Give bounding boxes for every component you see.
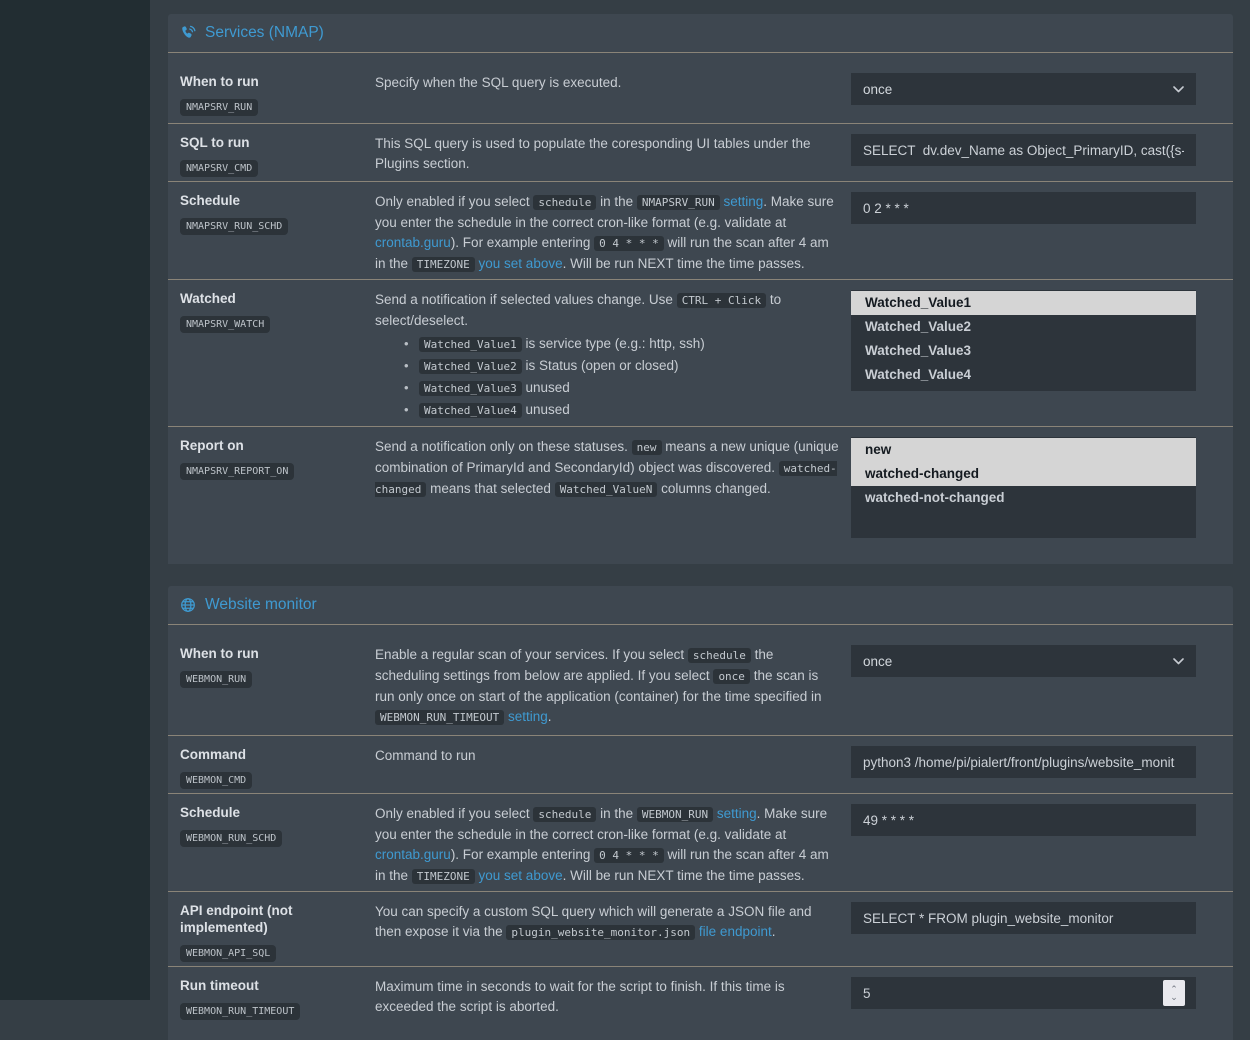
number-spinner[interactable] [1163, 980, 1185, 1006]
file-endpoint-link[interactable]: file endpoint [698, 924, 772, 939]
inline-code: NMAPSRV_RUN [637, 195, 720, 210]
desc-text: in the [596, 806, 637, 821]
sidebar [0, 0, 150, 1000]
setting-link[interactable]: setting [723, 194, 764, 209]
globe-icon [180, 597, 196, 613]
setting-row-NMAPSRV_CMD [168, 123, 1233, 181]
desc-text: in the [596, 194, 637, 209]
inline-code: schedule [533, 195, 596, 210]
setting-label: API endpoint (not implemented) [180, 903, 293, 935]
setting-description [375, 977, 851, 1017]
setting-link[interactable]: setting [716, 806, 757, 821]
setting-row-WEBMON_RUN [168, 635, 1233, 735]
nmapsrv-run-select[interactable] [851, 73, 1196, 105]
desc-text: . [771, 924, 776, 939]
setting-row-NMAPSRV_REPORT_ON [168, 426, 1233, 560]
chevron-down-icon [1173, 86, 1184, 93]
section-body [168, 625, 1233, 1036]
setting-description [375, 804, 851, 887]
setting-code-badge: WEBMON_CMD [180, 772, 252, 789]
setting-label-column [180, 902, 375, 962]
setting-control [851, 645, 1196, 677]
you-set-above-link[interactable]: you set above [478, 868, 563, 883]
section-title: Services (NMAP) [205, 24, 324, 41]
setting-label: Schedule [180, 193, 241, 208]
setting-code-badge: NMAPSRV_REPORT_ON [180, 463, 294, 480]
desc-text: is Status (open or closed) [521, 358, 679, 373]
setting-control [851, 902, 1196, 934]
phone-signal-icon [180, 25, 196, 41]
inline-code: new [632, 440, 662, 455]
inline-code: WEBMON_RUN [637, 807, 713, 822]
setting-control [851, 804, 1196, 836]
desc-text: to select/deselect. [375, 292, 782, 328]
settings-sections [168, 14, 1233, 1040]
desc-text: ). For example entering [450, 847, 595, 862]
setting-control [851, 73, 1196, 105]
desc-text: columns changed. [657, 481, 771, 496]
inline-code: schedule [533, 807, 596, 822]
setting-label-column [180, 290, 375, 333]
inline-code: Watched_Value2 [419, 359, 522, 374]
listbox-option[interactable]: Watched_Value3 [865, 343, 972, 358]
desc-text: Specify when the SQL query is executed. [375, 75, 622, 90]
setting-description [375, 437, 851, 500]
desc-text: . Will be run NEXT time the time passes. [562, 256, 805, 271]
setting-row-WEBMON_API_SQL [168, 891, 1233, 966]
setting-code-badge: WEBMON_RUN_TIMEOUT [180, 1003, 300, 1020]
setting-control [851, 977, 1196, 1009]
setting-code-badge: WEBMON_API_SQL [180, 945, 276, 962]
crontab-guru-link[interactable]: crontab.guru [375, 235, 451, 250]
setting-description [375, 290, 851, 421]
desc-text: unused [521, 380, 570, 395]
setting-label-column [180, 804, 375, 847]
setting-label: Run timeout [180, 978, 259, 993]
setting-description [375, 746, 851, 766]
setting-code-badge: NMAPSRV_RUN_SCHD [180, 218, 288, 235]
desc-text: Send a notification only on these statuses. [375, 439, 632, 454]
desc-text: Send a notification if selected values change. Use [375, 292, 677, 307]
desc-text: . Make sure you enter the schedule in the correct cron-like format (e.g. validate at [375, 806, 828, 842]
inline-code: watched-changed [375, 462, 837, 496]
section-title: Website monitor [205, 596, 317, 613]
inline-code: WEBMON_RUN_TIMEOUT [375, 710, 504, 725]
setting-label-column [180, 437, 375, 480]
setting-row-WEBMON_CMD [168, 735, 1233, 793]
you-set-above-link[interactable]: you set above [478, 256, 563, 271]
webmon-api-sql-input[interactable] [851, 902, 1196, 934]
inline-code: 0 4 * * * [594, 848, 664, 863]
setting-description [375, 192, 851, 275]
setting-control [851, 134, 1196, 166]
setting-code-badge: NMAPSRV_CMD [180, 160, 258, 177]
webmon-run-schd-input[interactable] [851, 804, 1196, 836]
section-header [168, 586, 1233, 625]
setting-link[interactable]: setting [507, 709, 548, 724]
desc-bullet-list [375, 333, 840, 421]
desc-text: means a new unique (unique combination of PrimaryId and SecondaryId) object was discovered. [375, 439, 839, 475]
inline-code: Watched_Value4 [419, 403, 522, 418]
desc-text: This SQL query is used to populate the coresponding UI tables under the Plugins section. [375, 136, 811, 171]
setting-label-column [180, 746, 375, 789]
setting-description [375, 902, 851, 943]
inline-code: 0 4 * * * [594, 236, 664, 251]
webmon-run-select[interactable] [851, 645, 1196, 677]
listbox-option[interactable]: new [851, 438, 1196, 462]
listbox-option[interactable]: Watched_Value1 [851, 291, 1196, 315]
setting-row-WEBMON_RUN_TIMEOUT [168, 966, 1233, 1036]
setting-code-badge: NMAPSRV_RUN [180, 99, 258, 116]
spinner-down-icon[interactable]: ⌄ [1170, 992, 1178, 1002]
inline-code: Watched_Value1 [419, 337, 522, 352]
nmapsrv-run-schd-input[interactable] [851, 192, 1196, 224]
desc-text: the scheduling settings from below are applied. If you select [375, 647, 774, 683]
inline-code: once [713, 669, 750, 684]
webmon-run-timeout-input[interactable] [851, 977, 1196, 1009]
section-header [168, 14, 1233, 53]
setting-row-NMAPSRV_RUN [168, 63, 1233, 123]
desc-text: Command to run [375, 748, 476, 763]
listbox-option[interactable]: Watched_Value2 [865, 319, 972, 334]
listbox-option[interactable]: watched-not-changed [865, 490, 1005, 505]
desc-text: You can specify a custom SQL query which will generate a JSON file and then expose it via the [375, 904, 812, 939]
inline-code: Watched_ValueN [555, 482, 658, 497]
bullet-item [419, 399, 840, 421]
setting-description [375, 134, 851, 174]
nmapsrv-report-on-listbox [851, 437, 1196, 538]
setting-row-NMAPSRV_RUN_SCHD [168, 181, 1233, 279]
crontab-guru-link[interactable]: crontab.guru [375, 847, 451, 862]
listbox-option[interactable]: watched-changed [851, 462, 1196, 486]
setting-label: SQL to run [180, 135, 250, 150]
desc-text: . Make sure you enter the schedule in the correct cron-like format (e.g. validate at [375, 194, 834, 230]
setting-description [375, 645, 851, 728]
inline-code: Watched_Value3 [419, 381, 522, 396]
setting-row-NMAPSRV_WATCH [168, 279, 1233, 426]
desc-text: will run the scan after 4 am in the [375, 847, 829, 883]
setting-row-WEBMON_RUN_SCHD [168, 793, 1233, 891]
desc-text: . Will be run NEXT time the time passes. [562, 868, 805, 883]
setting-code-badge: NMAPSRV_WATCH [180, 316, 270, 333]
inline-code: plugin_website_monitor.json [506, 925, 695, 940]
setting-label-column [180, 977, 375, 1020]
select-value: once [863, 81, 893, 97]
desc-text: Only enabled if you select [375, 194, 534, 209]
setting-label: When to run [180, 74, 259, 89]
bullet-item [419, 377, 840, 399]
section-body [168, 53, 1233, 560]
setting-label: When to run [180, 646, 259, 661]
setting-control [851, 437, 1196, 538]
spinner-up-icon[interactable]: ⌃ [1170, 984, 1178, 994]
desc-text: unused [521, 402, 570, 417]
setting-label: Watched [180, 291, 236, 306]
main-content [150, 0, 1250, 1017]
bullet-item [419, 333, 840, 355]
inline-code: TIMEZONE [412, 257, 475, 272]
setting-label: Report on [180, 438, 244, 453]
desc-text: ). For example entering [450, 235, 595, 250]
setting-code-badge: WEBMON_RUN_SCHD [180, 830, 282, 847]
setting-description [375, 73, 851, 93]
inline-code: CTRL + Click [677, 293, 766, 308]
desc-text: the scan is run only once on start of the application (container) for the time specified in [375, 668, 822, 704]
inline-code: TIMEZONE [412, 869, 475, 884]
setting-label-column [180, 192, 375, 235]
desc-text: will run the scan after 4 am in the [375, 235, 829, 271]
setting-control [851, 192, 1196, 224]
desc-text: . [547, 709, 552, 724]
setting-control [851, 746, 1196, 778]
setting-control [851, 290, 1196, 391]
setting-label: Command [180, 747, 247, 762]
nmapsrv-watch-listbox [851, 290, 1196, 391]
bullet-item [419, 355, 840, 377]
setting-label-column [180, 134, 375, 177]
chevron-down-icon [1173, 658, 1184, 665]
webmon-cmd-input[interactable] [851, 746, 1196, 778]
desc-text: Enable a regular scan of your services. If you select [375, 647, 688, 662]
select-value: once [863, 653, 893, 669]
desc-text: Only enabled if you select [375, 806, 534, 821]
setting-label-column [180, 73, 375, 116]
desc-text: means that selected [426, 481, 555, 496]
nmapsrv-cmd-input[interactable] [851, 134, 1196, 166]
inline-code: schedule [688, 648, 751, 663]
settings-section [168, 586, 1233, 1040]
setting-label-column [180, 645, 375, 688]
setting-label: Schedule [180, 805, 241, 820]
desc-text: is service type (e.g.: http, ssh) [521, 336, 705, 351]
settings-section [168, 14, 1233, 564]
desc-text: Maximum time in seconds to wait for the script to finish. If this time is exceeded the script is aborted. [375, 979, 785, 1014]
setting-code-badge: WEBMON_RUN [180, 671, 252, 688]
listbox-option[interactable]: Watched_Value4 [865, 367, 972, 382]
